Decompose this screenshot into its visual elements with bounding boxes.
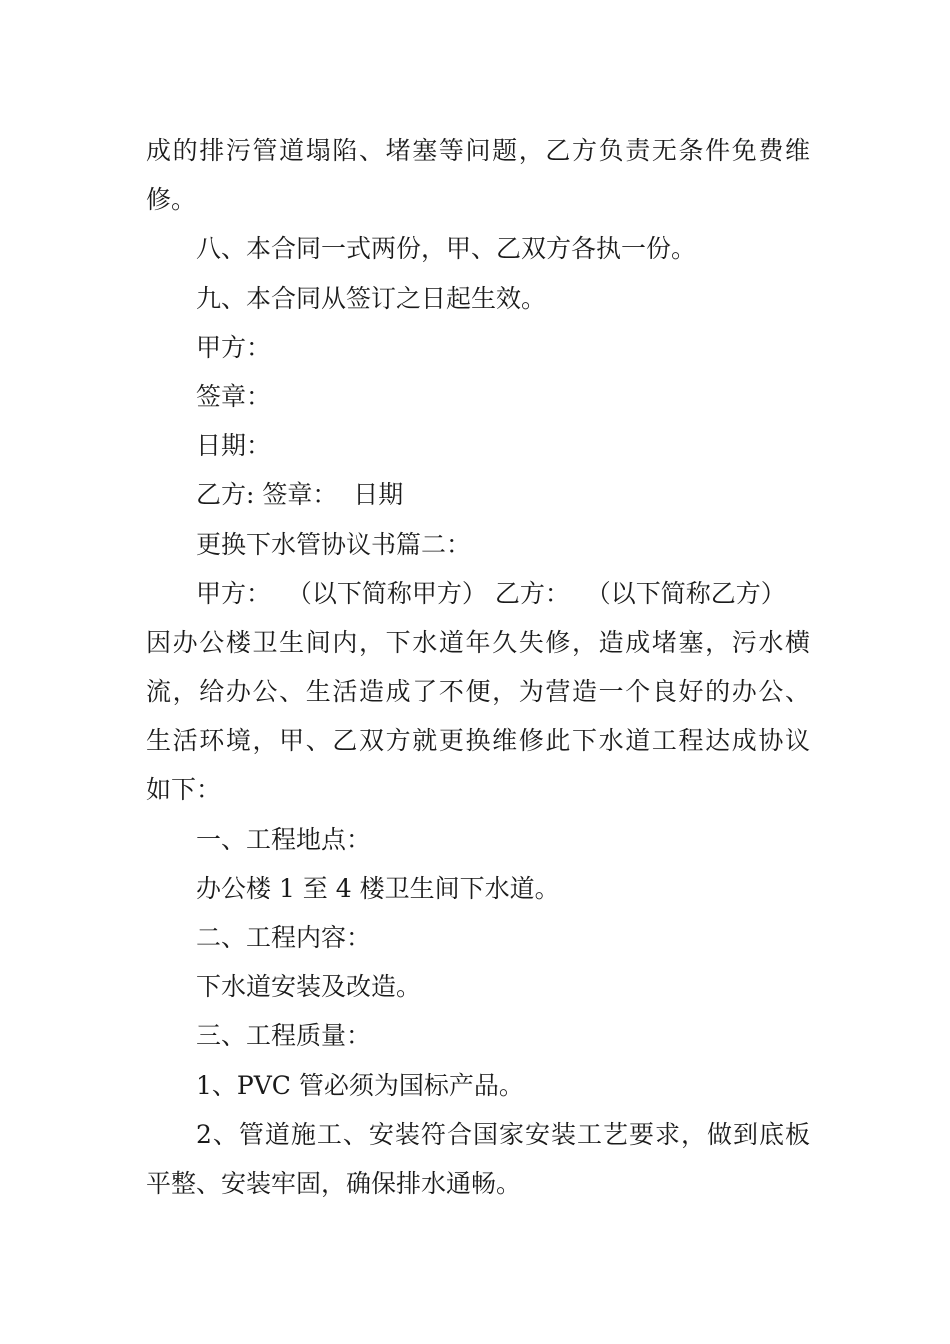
heading-location: 一、工程地点： — [196, 824, 372, 854]
location-value: 办公楼 1 至 4 楼卫生间下水道。 — [196, 873, 560, 903]
paragraph-line: 生活环境，甲、乙双方就更换维修此下水道工程达成协议 — [146, 726, 810, 756]
date-label: 日期： — [196, 431, 272, 461]
content-value: 下水道安装及改造。 — [196, 972, 422, 1002]
clause-9: 九、本合同从签订之日起生效。 — [196, 283, 547, 313]
signature-label: 签章： — [196, 381, 272, 411]
paragraph-line: 平整、安装牢固，确保排水通畅。 — [146, 1168, 522, 1198]
parties-line: 甲方： （以下简称甲方） 乙方： （以下简称乙方） — [196, 578, 786, 608]
heading-content: 二、工程内容： — [196, 923, 372, 952]
clause-8: 八、本合同一式两份，甲、乙双方各执一份。 — [196, 234, 697, 264]
party-b-signature-line: 乙方: 签章： 日期 — [196, 480, 404, 510]
quality-item-1: 1、PVC 管必须为国标产品。 — [196, 1070, 524, 1100]
document-body — [146, 126, 810, 1208]
quality-item-2: 2、管道施工、安装符合国家安装工艺要求，做到底板 — [196, 1119, 810, 1149]
paragraph-line: 流，给办公、生活造成了不便，为营造一个良好的办公、 — [146, 677, 810, 707]
paragraph-line: 成的排污管道塌陷、堵塞等问题，乙方负责无条件免费维 — [146, 136, 810, 165]
party-a-label: 甲方： — [196, 332, 272, 362]
heading-quality: 三、工程质量： — [196, 1021, 372, 1051]
section-heading: 更换下水管协议书篇二： — [196, 529, 472, 559]
paragraph-line: 因办公楼卫生间内，下水道年久失修，造成堵塞，污水横 — [146, 627, 810, 657]
paragraph-line: 如下： — [146, 775, 222, 805]
paragraph-line: 修。 — [146, 185, 197, 215]
